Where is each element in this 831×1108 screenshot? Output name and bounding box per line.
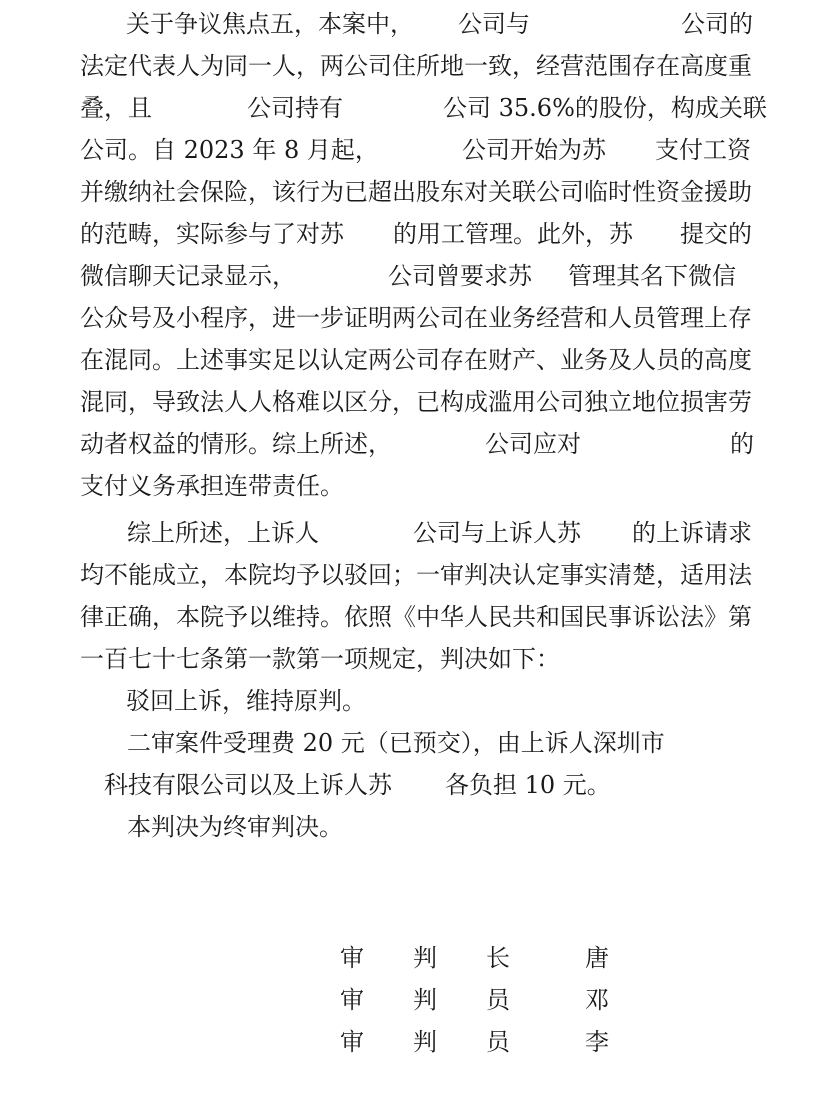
text-line xyxy=(0,4,831,44)
text-segment: 公众号及小程序，进一步证明两公司在业务经营和人员管理上存 xyxy=(80,304,752,332)
text-line xyxy=(0,424,831,464)
text-segment: 公司。自 2023 年 8 月起， xyxy=(80,136,379,164)
text-line xyxy=(0,172,831,212)
text-segment: 公司与上诉人苏 xyxy=(413,519,581,547)
text-segment: 科技有限公司以及上诉人苏 xyxy=(104,771,392,799)
text-segment: 驳回上诉，维持原判。 xyxy=(126,687,366,715)
judge-name: 唐 xyxy=(585,944,609,972)
text-line xyxy=(0,88,831,128)
text-line xyxy=(0,681,831,721)
text-line xyxy=(0,46,831,86)
judge-name: 李 xyxy=(585,1028,609,1056)
text-line xyxy=(0,639,831,679)
text-segment: 均不能成立，本院均予以驳回；一审判决认定事实清楚，适用法 xyxy=(80,561,752,589)
text-line xyxy=(0,214,831,254)
text-line xyxy=(0,256,831,296)
text-line xyxy=(0,466,831,506)
judge-name: 邓 xyxy=(585,986,609,1014)
text-segment: 提交的 xyxy=(680,220,752,248)
text-segment: 微信聊天记录显示， xyxy=(80,262,296,290)
text-segment: 公司开始为苏 xyxy=(462,136,606,164)
judge-title: 审 判 员 xyxy=(340,1028,510,1056)
judge-title: 审 判 员 xyxy=(340,986,510,1014)
text-segment: 法定代表人为同一人，两公司住所地一致，经营范围存在高度重 xyxy=(80,52,752,80)
text-segment: 的上诉请求 xyxy=(632,519,752,547)
text-segment: 二审案件受理费 20 元（已预交），由上诉人深圳市 xyxy=(127,729,665,757)
text-segment: 公司的 xyxy=(681,10,753,38)
text-segment: 支付工资 xyxy=(655,136,751,164)
text-line xyxy=(0,513,831,553)
text-line xyxy=(0,382,831,422)
text-segment: 公司持有 xyxy=(247,94,343,122)
text-segment: 公司与 xyxy=(458,10,530,38)
text-segment: 的用工管理。此外，苏 xyxy=(393,220,633,248)
text-line xyxy=(0,340,831,380)
text-line xyxy=(0,555,831,595)
text-line xyxy=(0,597,831,637)
text-segment: 公司曾要求苏 xyxy=(388,262,532,290)
text-segment: 在混同。上述事实足以认定两公司存在财产、业务及人员的高度 xyxy=(80,346,752,374)
text-segment: 的 xyxy=(730,430,754,458)
text-line xyxy=(0,765,831,805)
text-line xyxy=(0,130,831,170)
text-segment: 一百七十七条第一款第一项规定，判决如下： xyxy=(80,645,560,673)
text-segment: 管理其名下微信 xyxy=(568,262,736,290)
text-line xyxy=(0,807,831,847)
text-segment: 动者权益的情形。综上所述， xyxy=(80,430,392,458)
text-segment: 混同，导致法人人格难以区分，已构成滥用公司独立地位损害劳 xyxy=(80,388,752,416)
text-segment: 各负担 10 元。 xyxy=(445,771,611,799)
text-segment: 支付义务承担连带责任。 xyxy=(80,472,344,500)
text-line xyxy=(0,723,831,763)
text-segment: 公司应对 xyxy=(485,430,581,458)
text-segment: 律正确，本院予以维持。依照《中华人民共和国民事诉讼法》第 xyxy=(80,603,752,631)
text-line xyxy=(0,298,831,338)
text-segment: 并缴纳社会保险，该行为已超出股东对关联公司临时性资金援助 xyxy=(80,178,752,206)
text-segment: 综上所述，上诉人 xyxy=(127,519,319,547)
text-segment: 的范畴，实际参与了对苏 xyxy=(80,220,344,248)
text-segment: 本判决为终审判决。 xyxy=(127,813,343,841)
text-segment: 叠，且 xyxy=(80,94,152,122)
text-segment: 公司 35.6%的股份，构成关联 xyxy=(443,94,767,122)
text-segment: 关于争议焦点五，本案中， xyxy=(126,10,414,38)
judge-title: 审 判 长 xyxy=(340,944,510,972)
